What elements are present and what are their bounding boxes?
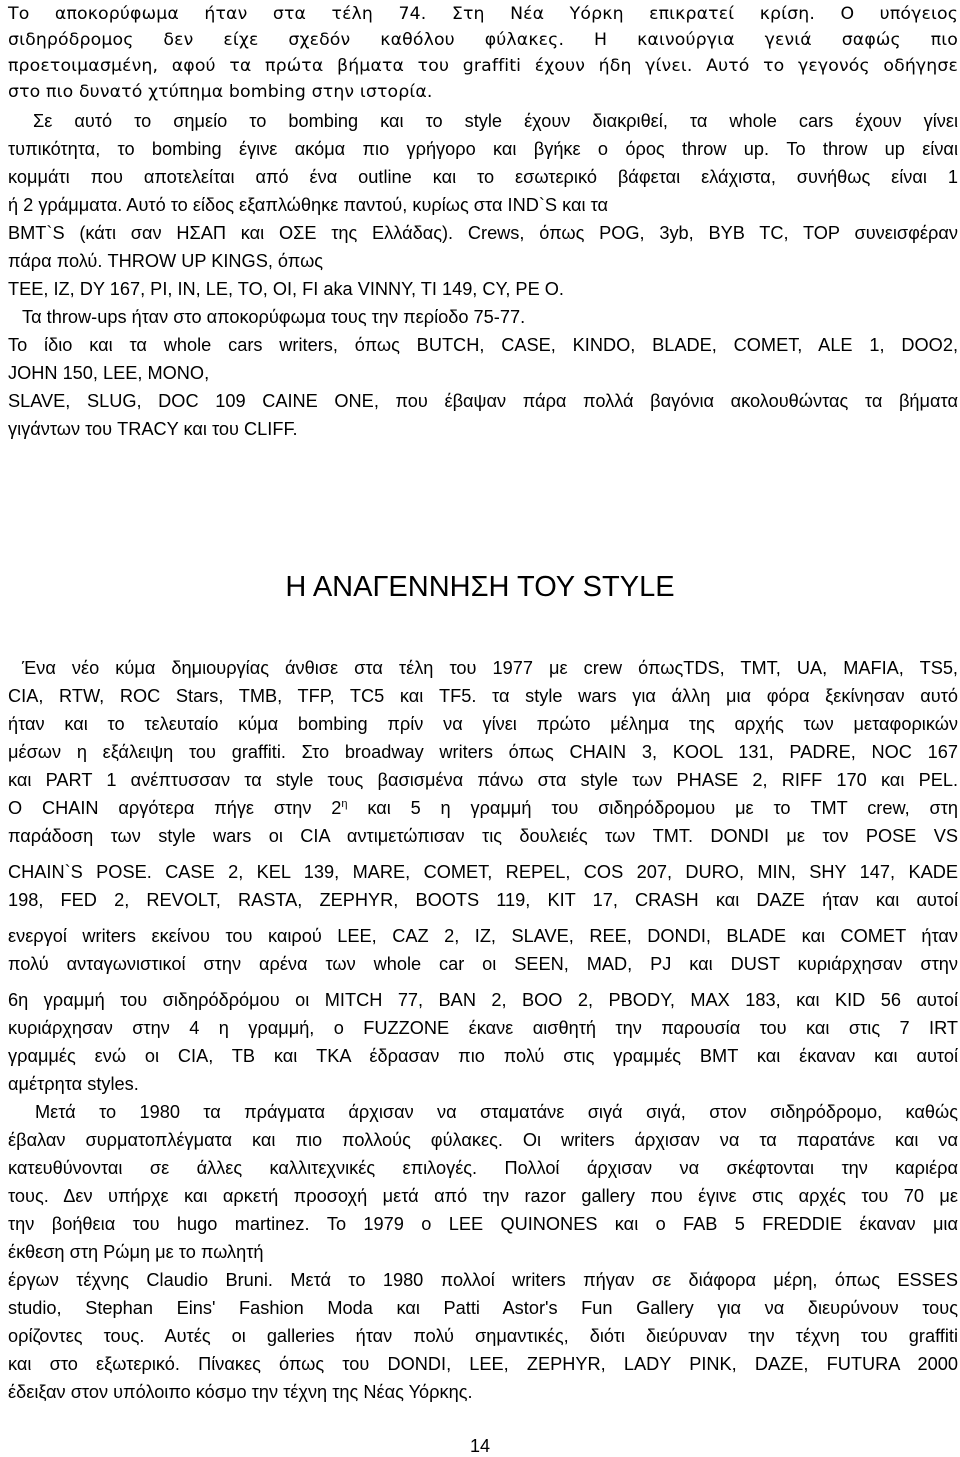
paragraph-line: ήταν και το τελευταίο κύμα bombing πρίν να γίνει πρώτο μέλημα της αρχής των μεταφορικών (8, 714, 958, 734)
paragraph-line: TEE, IZ, DY 167, PI, IN, LE, TO, OI, FI aka VINNY, TI 149, CY, PE O. (8, 279, 564, 299)
paragraph-line: ή 2 γράμματα. Αυτό το είδος εξαπλώθηκε παντού, κυρίως στα IND`S και τα (8, 195, 609, 215)
paragraph-line: JOHN 150, LEE, MONO, (8, 363, 210, 383)
paragraph-line: σιδηρόδρομος δεν είχε σχεδόν καθόλου φύλακες. Η καινούργια γενιά σαφώς πιο (8, 30, 958, 50)
paragraph-line: Σε αυτό το σημείο το bombing και το style έχουν διακριθεί, τα whole cars έχουν γίνει (33, 111, 958, 131)
superscript: η (341, 797, 348, 810)
paragraph-line (8, 797, 958, 819)
paragraph-line: γιγάντων του TRACY και του CLIFF. (8, 419, 298, 439)
paragraph-line: στο πιο δυνατό χτύπημα bombing στην ιστορία. (8, 82, 433, 102)
paragraph-line: και στο εξωτερικό. Πίνακες όπως του DONDI, LEE, ZEPHYR, LADY PINK, DAZE, FUTURA 2000 (8, 1354, 958, 1374)
chain-text: Ο CHAIN αργότερα πήγε στην 2 (8, 798, 342, 818)
section-heading: Η ΑΝΑΓΕΝΝΗΣΗ ΤΟΥ STYLE (285, 571, 675, 603)
paragraph-line: κυριάρχησαν στην 4 η γραμμή, ο FUZZONE έκανε αισθητή την παρουσία του και στις 7 IRT (8, 1018, 958, 1038)
page-number: 14 (469, 1436, 491, 1456)
paragraph-line: ορίζοντες τους. Αυτές οι galleries ήταν πολύ σημαντικές, διότι διεύρυναν την τέχνη του graffiti (8, 1326, 958, 1346)
paragraph-line: CIA, RTW, ROC Stars, TMB, TFP, TC5 και TF5. τα style wars για άλλη μια φόρα ξεκίνησαν αυτό (8, 686, 958, 706)
paragraph-line: πάρα πολύ. THROW UP KINGS, όπως (8, 251, 324, 271)
paragraph-line: 6η γραμμή του σιδηρόδρόμου οι MITCH 77, BAN 2, BOO 2, PBODY, MAX 183, και KID 56 αυτοί (8, 990, 958, 1010)
paragraph-line: πολύ ανταγωνιστικοί στην αρένα των whole car οι SEEN, MAD, PJ και DUST κυριάρχησαν στην (8, 954, 958, 974)
paragraph-line: Το αποκορύφωμα ήταν στα τέλη 74. Στη Νέα Υόρκη επικρατεί κρίση. Ο υπόγειος (8, 4, 958, 24)
paragraph-line: παράδοση των style wars οι CIA αντιμετώπισαν τις δουλειές των TMT. DONDI με τον POSE VS (8, 826, 958, 846)
paragraph-line: τυπικότητα, το bombing έγινε ακόμα πιο γρήγορο και βγήκε ο όρος throw up. Το throw up είναι (8, 139, 958, 159)
paragraph-line: studio, Stephan Eins' Fashion Moda και Patti Astor's Fun Gallery για να διευρύνουν τους (8, 1298, 958, 1318)
paragraph-line: Μετά το 1980 τα πράγματα άρχισαν να σταματάνε σιγά σιγά, στον σιδηρόδρομο, καθώς (35, 1102, 958, 1122)
paragraph-line: SLAVE, SLUG, DOC 109 CAINE ONE, που έβαψαν πάρα πολλά βαγόνια ακολουθώντας τα βήματα (8, 391, 958, 411)
paragraph-line: γραμμές ενώ οι CIA, TB και TKA έδρασαν πιο πολύ στις γραμμές BMT και έκαναν και αυτοί (8, 1046, 958, 1066)
paragraph-line: BMT`S (κάτι σαν ΗΣΑΠ και ΟΣΕ της Ελλάδας). Crews, όπως POG, 3yb, BYB TC, TOP συνεισφέραν (8, 223, 958, 243)
paragraph-line: την βοήθεια του hugo martinez. Το 1979 ο LEE QUINONES και ο FAB 5 FREDDIE έκαναν μια (8, 1214, 958, 1234)
paragraph-line: έδειξαν στον υπόλοιπο κόσμο την τέχνη της Νέας Υόρκης. (8, 1382, 473, 1402)
paragraph-line: 198, FED 2, REVOLT, RASTA, ZEPHYR, BOOTS 119, KIT 17, CRASH και DAZE ήταν και αυτοί (8, 890, 958, 910)
paragraph-line: τους. Δεν υπήρχε και αρκετή προσοχή μετά από την razor gallery που έγινε στις αρχές του 70 με (8, 1186, 958, 1206)
paragraph-line: Ένα νέο κύμα δημιουργίας άνθισε στα τέλη του 1977 με crew όπωςTDS, TMT, UA, MAFIA, TS5, (22, 658, 958, 678)
paragraph-line: Τα throw-ups ήταν στο αποκορύφωμα τους την περίοδο 75-77. (22, 307, 526, 327)
paragraph-line: αμέτρητα styles. (8, 1074, 139, 1094)
chain-text-rest: και 5 η γραμμή του σιδηρόδρομου με το TMT crew, στη (347, 798, 959, 818)
paragraph-line: CHAIN`S POSE. CASE 2, KEL 139, MARE, COMET, REPEL, COS 207, DURO, MIN, SHY 147, KADE (8, 862, 958, 882)
paragraph-line: μέσων η εξάλειψη του graffiti. Στο broadway writers όπως CHAIN 3, KOOL 131, PADRE, NOC 167 (8, 742, 958, 762)
paragraph-line: προετοιμασμένη, αφού τα πρώτα βήματα του graffiti έχουν ήδη γίνει. Αυτό το γεγονός οδήγησε (8, 56, 958, 76)
paragraph-line: κατευθύνονται σε άλλες καλλιτεχνικές επιλογές. Πολλοί άρχισαν να σκέφτονται την καριέρα (8, 1158, 958, 1178)
paragraph-line: και PART 1 ανέπτυσσαν τα style τους βασισμένα πάνω στα style των PHASE 2, RIFF 170 και PEL. (8, 770, 958, 790)
paragraph-line: έργων τέχνης Claudio Bruni. Μετά το 1980 πολλοί writers πήγαν σε διάφορα μέρη, όπως ESSES (8, 1270, 958, 1290)
paragraph-line: έβαλαν συρματοπλέγματα και πιο πολλούς φύλακες. Οι writers άρχισαν να τα παρατάνε και να (8, 1130, 958, 1150)
paragraph-line: έκθεση στη Ρώμη με το πωλητή (8, 1242, 264, 1262)
paragraph-line: ενεργοί writers εκείνου του καιρού LEE, CAZ 2, IZ, SLAVE, REE, DONDI, BLADE και COMET ήταν (8, 926, 958, 946)
paragraph-line: κομμάτι που αποτελείται από ένα outline και το εσωτερικό βάφεται ελάχιστα, συνήθως είναι 1 (8, 167, 958, 187)
paragraph-line: Το ίδιο και τα whole cars writers, όπως BUTCH, CASE, KINDO, BLADE, COMET, ALE 1, DOO2, (8, 335, 958, 355)
